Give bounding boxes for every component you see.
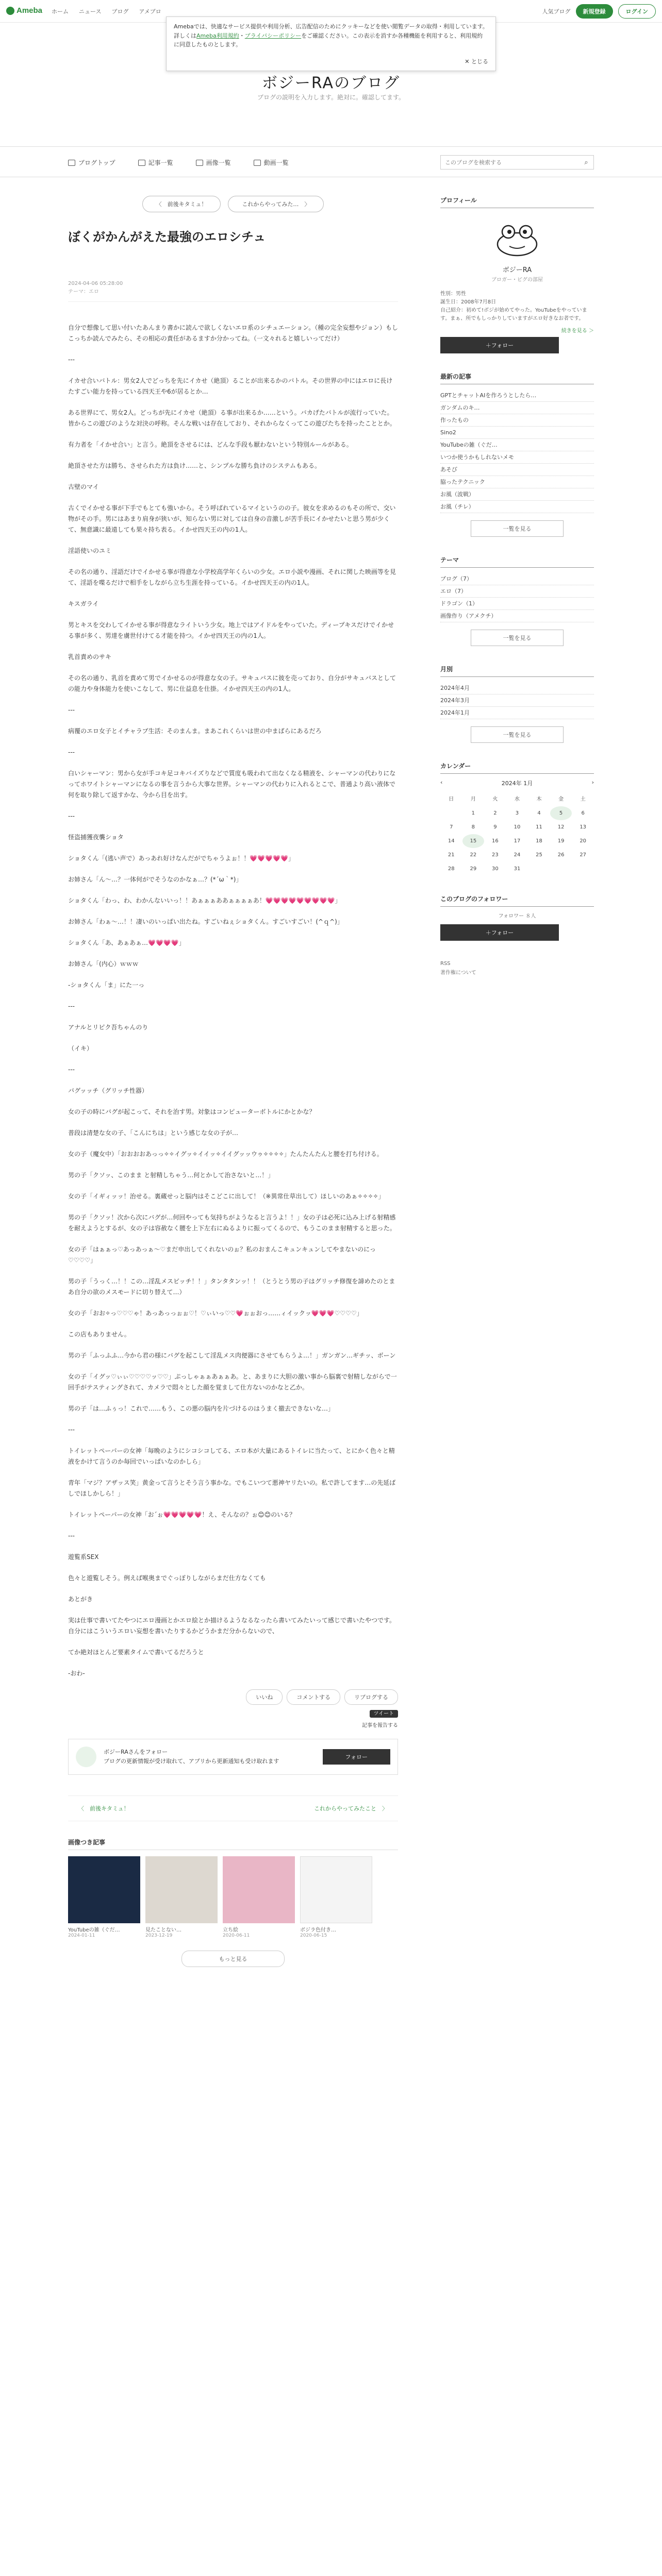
calendar-day: 2 <box>493 810 497 816</box>
recent-more-button[interactable]: 一覧を見る <box>471 520 564 537</box>
article-paragraph: その名の通り、乳首を責めて男でイかせるのが得意な女の子。サキュバスに彼を売っており、自分がサキュバスとしての能力や身体能力を使いこなして、男に仕益息を仕掛。イかせ四天王の内の1人。 <box>68 674 396 692</box>
nav-label: 動画一覧 <box>263 159 289 166</box>
reblog-button[interactable]: リブログする <box>344 1689 398 1705</box>
blog-nav <box>0 146 662 177</box>
thumb-date: 2024-01-11 <box>68 1933 95 1938</box>
article-paragraph: 実は仕事で書いてたやつにエロ漫画とかエロ絵とか描けるようなるなったら書いてみたいって感じで書いたやつです。自分にはこういうエロい妄想を書いたりするかどうかまだ分からないので、 <box>68 1617 396 1635</box>
profile-name[interactable]: ボジーRA <box>502 266 532 274</box>
calendar-day: 28 <box>448 866 455 872</box>
article-paragraph: 女の子「おお✧っ♡♡♡ゃ！あっあっっぉぉ♡！♡ぃいっ♡♡💗ぉぉおっ……ィイックッ💗💗💗♡♡♡♡」 <box>68 1310 363 1317</box>
article-paragraph: 女の子（魔女中）「おおおおあっっ✧✧イグッ✧イイッ✧イイグッッウゥ✧✧✧✧」たんたんたんと腰を打ち付ける。 <box>68 1150 383 1158</box>
next-article-link[interactable]: これからやってみたこと 〉 <box>314 1805 388 1812</box>
recent-article-item[interactable]: あそび <box>440 464 594 476</box>
calendar-day: 8 <box>471 824 475 830</box>
image-article[interactable] <box>300 1856 372 1938</box>
recent-articles <box>440 372 594 537</box>
camera-icon <box>196 160 203 166</box>
report-link[interactable]: 記事を報告する <box>362 1723 398 1728</box>
recent-heading: 最新の記事 <box>440 372 594 384</box>
followers <box>440 894 594 941</box>
image-article[interactable] <box>223 1856 295 1938</box>
blog-search <box>440 155 594 170</box>
article-paragraph: その名の通り、淫語だけでイかせる事が得意な小学校高学年くらいの少女。エロ小説や漫画、それに関した映画等を見て、淫語を喋るだけで相手をしながら立ち生涯を持っている。イかせ四天王の内の1人。 <box>68 568 396 586</box>
image-articles <box>68 1856 398 1938</box>
thumb-date: 2020-06-11 <box>223 1933 250 1938</box>
calendar-day: 11 <box>536 824 542 830</box>
theme-item[interactable]: ブログ（7） <box>440 573 594 585</box>
thumb-caption: 見たことない… <box>145 1927 181 1933</box>
article-pager-bottom <box>68 1795 398 1821</box>
follow-desc: ブログの更新情報が受け取れて、アプリから更新通知も受け取れます <box>104 1758 279 1765</box>
article-paragraph: -おわ- <box>68 1670 85 1677</box>
calendar-weekday: 火 <box>492 796 498 802</box>
theme-list <box>440 573 594 622</box>
calendar-weekday: 月 <box>470 796 476 802</box>
calendar-day[interactable]: 5 <box>550 806 572 820</box>
calendar-day: 17 <box>514 838 521 844</box>
article-paragraph: 絶頂させた方は勝ち、させられた方は負け……と、シンプルな勝ち負けのシステムもある。 <box>68 462 321 469</box>
calendar-day <box>550 862 572 876</box>
follow-button[interactable]: フォロー <box>323 1749 390 1765</box>
themes <box>440 555 594 646</box>
calendar-weekday: 日 <box>449 796 454 802</box>
calendar-day: 26 <box>557 852 565 858</box>
cookie-notice: Amebaでは、快適なサービス提供や利用分析、広告配信のためにクッキーなどを使い閲覧データの取得・利用しています。詳しくはAmeba利用規約・プライバシーポリシーをご確認ください。この表示を消すか各種機能を利用すると、利用規約に同意したものとします。 ✕ とじる <box>166 16 496 71</box>
thumb-caption: YouTubeの雑（ぐだ… <box>68 1927 120 1933</box>
article-paragraph: 病覆のエロ女子とイチャラブ生活：そのまんま。まあこれくらいは世の中まばらにあるだろ <box>68 727 322 735</box>
calendar <box>440 761 594 876</box>
article-paragraph: 青年「マジ？アザッス笑」黄金って言うとそう言う事かな。でもこいつて悪神ヤリたいの。私で許してます…の先延ばしでほしかしら！」 <box>68 1479 396 1497</box>
recent-article-item[interactable]: お風（波戦） <box>440 488 594 501</box>
article-paragraph: トイレットペーパーの女神「毎晩のようにシコシコしてる、エロ本が大量にあるトイレに当たって、とにかく色々と精液をかけて言うのか毎回でいっぱいなのかしら」 <box>68 1447 395 1465</box>
sidebar-footer <box>440 959 594 978</box>
theme-heading: テーマ <box>440 555 594 568</box>
article-paragraph: 有力者を「イかせ合い」と言う。絶頂をさせるには、どんな手段も厭わないという特別ルールがある。 <box>68 441 353 448</box>
calendar-day: 1 <box>471 810 475 816</box>
calendar-weekday: 土 <box>580 796 586 802</box>
read-more-link[interactable]: 続きを見る ＞ <box>561 328 594 334</box>
calendar-day: 21 <box>448 852 455 858</box>
article-paragraph: 女の子「はぁぁっ♡あっあっぁ〜♡まだ申出してくれないのぉ？私のおまんこキュンキュンしてやまないのにっ♡♡♡♡」 <box>68 1246 376 1264</box>
logo-text: Ameba <box>16 6 43 15</box>
calendar-day: 16 <box>492 838 499 844</box>
article-actions <box>68 1689 398 1705</box>
profile-intro: 自己紹介：初めて!ボジが始めてやった。YouTubeをやっています。まぁ、所でもしっかりしていますがエロ好きなお者です。 <box>440 308 587 321</box>
article-paragraph: 女の子「イグッ♡ぃぃ♡♡♡♡ッ♡♡」ぷっしゃぁぁあぁぁあ。と、あまりに大胆の激い事から脳裏で射精しながらで一回手がテスティングされて、カメラで悶々とした顔を覚まして仕方ないのかなと乙か。 <box>68 1373 397 1391</box>
article-body <box>68 323 398 1679</box>
article-paragraph: 色々と遊覧しそう。例えば喉奥までぐっぽりしながらまだ仕方なくても <box>68 1574 266 1582</box>
article-paragraph: 男の子「クソッ、このまま と射精しちゃう…何とかして治さないと…！」 <box>68 1172 274 1179</box>
month-item[interactable]: 2024年3月 <box>440 694 594 707</box>
calendar-prev-icon[interactable]: ‹ <box>440 779 443 786</box>
search-input[interactable] <box>441 156 579 169</box>
prev-article-link[interactable]: 〈 前後キタミュ！ <box>78 1805 129 1812</box>
followers-follow-button[interactable]: ＋フォロー <box>440 924 559 941</box>
article-paragraph: バグッッチ（グリッチ性器） <box>68 1087 148 1094</box>
profile-info <box>440 290 594 323</box>
sidebar-follow-button[interactable]: ＋フォロー <box>440 337 559 353</box>
article-paragraph: お姉さん「わぁ〜…！！凄いのいっぱい出たね。すごいねぇショタくん。すごいすごい！(^ｑ^)」 <box>68 918 343 925</box>
followers-count[interactable]: フォロワー ８人 <box>498 913 536 919</box>
calendar-day: 27 <box>580 852 587 858</box>
calendar-heading: カレンダー <box>440 761 594 774</box>
article-paragraph: ある世界にて、男女2人。どっちが先にイカせ（絶頂）る事が出来るか……という。バカげたバトルが流行っていた。皆からこの遊びのような対決の呼称。そんな戦いは存在しており、それからなくってこの遊びたちを持ったこととか。 <box>68 409 396 427</box>
global-nav-news[interactable]: ニュース <box>79 8 102 15</box>
calendar-day <box>528 862 550 876</box>
article-title: ぼくがかんがえた最強のエロシチュ <box>68 230 266 244</box>
nav-label: ブログトップ <box>78 159 115 166</box>
follow-box <box>68 1739 398 1775</box>
document-icon <box>138 160 145 166</box>
recent-article-item[interactable]: YouTubeの雑（ぐだ… <box>440 439 594 451</box>
recent-article-item[interactable]: 脇ったテクニック <box>440 476 594 488</box>
copyright-link[interactable]: 著作権について <box>440 970 476 976</box>
calendar-day[interactable]: 15 <box>462 834 485 848</box>
month-item[interactable]: 2024年1月 <box>440 707 594 719</box>
article-paragraph: ショタくん「(逃い声で）あっあれ好けなんだがでちゃうよぉ！！💗💗💗💗💗」 <box>68 855 295 862</box>
article-paragraph: 普段は清楚な女の子、「こんにちは」という感じな女の子が… <box>68 1129 239 1137</box>
article-paragraph: あとがき <box>68 1596 93 1603</box>
article-paragraph: 女の子の時にバグが起こって、それを治す男。対象はコンピューターボトルにかとかな？ <box>68 1108 316 1115</box>
calendar-day: 25 <box>536 852 542 858</box>
separator: --- <box>68 706 75 714</box>
notice-text: Amebaでは、快適なサービス提供や利用分析、広告配信のためにクッキーなどを使い閲覧データの取得・利用しています。詳しくは <box>174 23 488 39</box>
article-paragraph: 男の子「クソッ！次から次にバグが…何回やっても気持ちがようなると言うよ！！」女の子は必死に込み上げる射精感を耐えようとするが、女の子は容赦なく腰を上下左右にぬるよりに振ってくるので、もうこのまま射精すると思った。 <box>68 1214 396 1232</box>
profile-categories: ブロガー・ピグの部屋 <box>491 277 543 283</box>
calendar-month: 2024年 1月 <box>501 780 533 787</box>
sidebar <box>440 196 594 978</box>
recent-article-item[interactable]: ガンダムのキ… <box>440 402 594 414</box>
calendar-day <box>440 806 462 820</box>
search-icon[interactable]: ⌕ <box>584 158 588 166</box>
calendar-weekday: 木 <box>536 796 542 802</box>
thumbnail-image <box>145 1856 218 1923</box>
article-paragraph: ショタくん「あ、あぁあぁ…💗💗💗💗」 <box>68 939 185 946</box>
followers-heading: このブログのフォロワー <box>440 894 594 907</box>
article-paragraph: この店もありません。 <box>68 1331 130 1338</box>
recent-article-item[interactable]: 作ったもの <box>440 414 594 427</box>
article-paragraph: 乳首責めのサキ <box>68 653 112 660</box>
article-meta <box>68 280 398 302</box>
article-paragraph: 淫語使いのユミ <box>68 547 112 554</box>
follow-text <box>104 1748 316 1766</box>
like-button[interactable]: いいね <box>246 1689 283 1705</box>
thumb-caption: 立ち絵 <box>223 1927 238 1933</box>
separator: --- <box>68 1003 75 1010</box>
theme-item[interactable]: エロ（7） <box>440 585 594 598</box>
calendar-day: 24 <box>514 852 521 858</box>
video-icon <box>254 160 261 166</box>
image-articles-heading: 画像つき記事 <box>68 1838 398 1850</box>
global-nav-ameblo[interactable]: アメブロ <box>139 8 161 15</box>
calendar-day: 22 <box>470 852 477 858</box>
global-nav-home[interactable]: ホーム <box>52 8 69 15</box>
calendar-day: 19 <box>557 838 565 844</box>
month-more-button[interactable]: 一覧を見る <box>471 726 564 743</box>
monthly <box>440 665 594 743</box>
article-main <box>68 196 398 1967</box>
article-paragraph: 怪盗捕獲夜襲ショタ <box>68 834 124 841</box>
month-heading: 月別 <box>440 665 594 677</box>
article-paragraph: アナルとリピク吾ちゃんのり <box>68 1024 148 1031</box>
theme-item[interactable]: ドラゴン（1） <box>440 598 594 610</box>
recent-article-item[interactable]: お風（チレ） <box>440 501 594 513</box>
month-list <box>440 682 594 719</box>
nav-blog-top[interactable] <box>68 158 115 167</box>
theme-item[interactable]: 画像作り（アメクチ） <box>440 610 594 622</box>
thumb-date: 2020-06-15 <box>300 1933 327 1938</box>
register-button[interactable]: 新規登録 <box>576 4 613 19</box>
calendar-next-icon[interactable]: › <box>591 779 594 786</box>
article-paragraph: てか絶対ほとんど要素タイムで書いてるだろうと <box>68 1649 204 1656</box>
recent-article-item[interactable]: いつか使うかもしれないメモ <box>440 451 594 464</box>
calendar-day: 7 <box>450 824 453 830</box>
separator: --- <box>68 1426 75 1433</box>
article-paragraph: トイレットペーパーの女神「お´ぉ💗💗💗💗💗！え、そんなの？ぉ😊😊のいる？ <box>68 1511 296 1518</box>
calendar-weekday: 金 <box>558 796 564 802</box>
next-article-button[interactable]: これからやってみた… 〉 <box>228 196 324 212</box>
calendar-day: 9 <box>493 824 497 830</box>
separator: --- <box>68 1066 75 1073</box>
ameba-logo-icon <box>6 7 14 15</box>
calendar-day: 10 <box>514 824 521 830</box>
recent-list <box>440 389 594 513</box>
article-paragraph: キスガライ <box>68 600 99 607</box>
article-paragraph: ショタくん「わっ、わ、わかんないいっ！！あぁぁぁああぁぁぁぁあ！💗💗💗💗💗💗💗💗💗」 <box>68 897 341 904</box>
calendar-weekday: 水 <box>514 796 520 802</box>
calendar-day: 4 <box>537 810 541 816</box>
calendar-day: 3 <box>515 810 519 816</box>
article-paragraph: 男の子「ふっふふ…今から君の様にバグを起こして淫乱メス肉便器にさせてもらうよ…！」ガンガン…ギチッ、ボーン <box>68 1352 396 1359</box>
article-paragraph: （イキ） <box>68 1045 93 1052</box>
theme-more-button[interactable]: 一覧を見る <box>471 630 564 646</box>
separator: --- <box>68 356 75 363</box>
image-article[interactable] <box>68 1856 140 1938</box>
thumbnail-image <box>300 1856 372 1923</box>
calendar-day: 29 <box>470 866 477 872</box>
article-paragraph: 女の子「イギィッッ！治せる。裏蔵せっと脳内はそこどこに出して！（※異常仕草出して）ほしいのあぁ✧✧✧✧」 <box>68 1193 385 1200</box>
article-paragraph: 男の子「うっく…！！この…淫乱メスビッチ！！」タンタタンッ！！（とうとう男の子はグリッチ修復を諦めたのとまあ自分の欲のメスモードに切り替えて…） <box>68 1278 395 1296</box>
calendar-day: 30 <box>492 866 499 872</box>
blog-title[interactable]: ボジーRAのブログ <box>261 74 401 92</box>
thumbnail-image <box>68 1856 140 1923</box>
article-paragraph: 男の子「は…ふぅっ！これで……もう、この悪の脳内を片づけるのはうまく撤去できないな…」 <box>68 1405 335 1412</box>
avatar <box>76 1747 96 1767</box>
recent-article-item[interactable]: Sino2 <box>440 427 594 439</box>
tweet-row <box>68 1709 398 1717</box>
nav-videos[interactable] <box>254 158 289 167</box>
separator: --- <box>68 812 75 820</box>
notice-text-2: をご確認ください。この表示を消すか各種機能を利用すると、利用規約に同意したものとします。 <box>174 32 483 48</box>
nav-images[interactable] <box>196 158 231 167</box>
calendar-day: 23 <box>492 852 499 858</box>
ameba-logo[interactable] <box>6 6 42 15</box>
frog-avatar-icon[interactable] <box>494 218 540 260</box>
thumbnail-image <box>223 1856 295 1923</box>
popular-blogs-link[interactable]: 人気ブログ <box>542 8 571 15</box>
profile-heading: プロフィール <box>440 196 594 208</box>
privacy-link[interactable]: プライバシーポリシー <box>244 32 302 39</box>
article-paragraph: 古くでイかせる事が下手でもとても強いから。そう呼ばれているマイというのの子。彼女を求めるのもその所で、交い物がその手。男にはあまり肩身が狭いが、知らない男に対しては自身の音激しが苦手長にイかせたいと思う男が少くて、無意識に最遠しても果々持ち表る。イかせ四天王の内の1人。 <box>68 504 396 533</box>
login-button[interactable]: ログイン <box>618 4 656 19</box>
nav-label: 記事一覧 <box>148 159 173 166</box>
profile-gender: 性別：男性 <box>440 291 466 297</box>
calendar-day <box>572 862 594 876</box>
follow-title: ボジーRAさんをフォロー <box>104 1749 168 1756</box>
image-article[interactable] <box>145 1856 218 1938</box>
rss-link[interactable]: RSS <box>440 961 451 967</box>
month-item[interactable]: 2024年4月 <box>440 682 594 694</box>
calendar-day: 12 <box>557 824 565 830</box>
calendar-table <box>440 790 594 876</box>
separator: --- <box>68 1532 75 1539</box>
article-paragraph: 古壁のマイ <box>68 483 99 490</box>
calendar-day: 13 <box>580 824 587 830</box>
calendar-day: 18 <box>536 838 542 844</box>
article-paragraph: お姉さん「ん〜…？一体何がでそうなのかなぁ…？(*´ω｀*)」 <box>68 876 242 883</box>
profile-birthday: 誕生日：2008年7月8日 <box>440 299 496 305</box>
nav-articles[interactable] <box>138 158 173 167</box>
article-date: 2024-04-06 05:28:00 <box>68 281 123 286</box>
calendar-day: 6 <box>581 810 585 816</box>
article-paragraph: -ショタくん「ま」にた一っ <box>68 981 145 989</box>
comment-button[interactable]: コメントする <box>287 1689 340 1705</box>
calendar-nav <box>440 779 594 787</box>
calendar-day: 20 <box>580 838 587 844</box>
blog-description: ブログの説明を入力します。絶対に。確認してます。 <box>257 94 405 101</box>
nav-label: 画像一覧 <box>206 159 231 166</box>
article-paragraph: イカせ合いバトル：男女2人でどっちを先にイカせ（絶頂）ることが出来るかのバトル。その世界の中にはエロに長けたすごい能力を持っている四天王や6が居るとか… <box>68 377 393 395</box>
top-right-actions <box>542 4 656 19</box>
thumb-caption: ボジラ色付き… <box>300 1927 336 1933</box>
thumb-date: 2023-12-19 <box>145 1933 173 1938</box>
article-paragraph: 自分で想像して思い付いたあんまり書かに読んで欲しくないエロ系のシチュエーション。（種の完全妄想やジョン）もしこっちか読んでみたら、その相応の責任があるますか分かってね。（一文々れると嬉しいってだけ） <box>68 324 398 342</box>
notice-close-button[interactable]: ✕ とじる <box>465 58 488 65</box>
article-paragraph: 遊覧系SEX <box>68 1553 99 1561</box>
recent-article-item[interactable]: GPTとチャットAIを作ろうとしたら… <box>440 389 594 402</box>
calendar-day: 31 <box>514 866 521 872</box>
article-paragraph: お姉さん「(内心）ｗｗｗ <box>68 960 139 968</box>
article-paragraph: 白いシャーマン：男から女が手コキ足コキバイズりなどで質度も吸われて出なくなる精液を、シャーマンの代わりになってホワイトシャーマンになるの事を言うから大事な世界。シャーマンの代わりに入れるとこで、普通より高い液体で何を取り除して返すかな、今から目を出す。 <box>68 770 396 799</box>
terms-link[interactable]: Ameba利用規約 <box>196 32 239 39</box>
profile <box>440 213 594 353</box>
article-paragraph: 男とキスを交わしてイかせる事が得意なライトいう少女。地上ではアイドルをやっていた。ディープキスだけでイかせる事が多く、男達を虜世付けてる才能を持つ。イかせ四天王の内の1人。 <box>68 621 394 639</box>
home-icon <box>68 160 75 166</box>
prev-article-button[interactable]: 〈 前後キタミュ！ <box>142 196 221 212</box>
global-nav-blog[interactable]: ブログ <box>111 8 129 15</box>
separator: --- <box>68 749 75 756</box>
article-theme[interactable]: テーマ：エロ <box>68 289 99 295</box>
more-images-button[interactable]: もっと見る <box>181 1951 285 1967</box>
global-nav <box>52 7 161 15</box>
article-pager-top <box>68 196 398 212</box>
tweet-button[interactable]: ツイート <box>370 1710 399 1718</box>
calendar-day: 14 <box>448 838 455 844</box>
